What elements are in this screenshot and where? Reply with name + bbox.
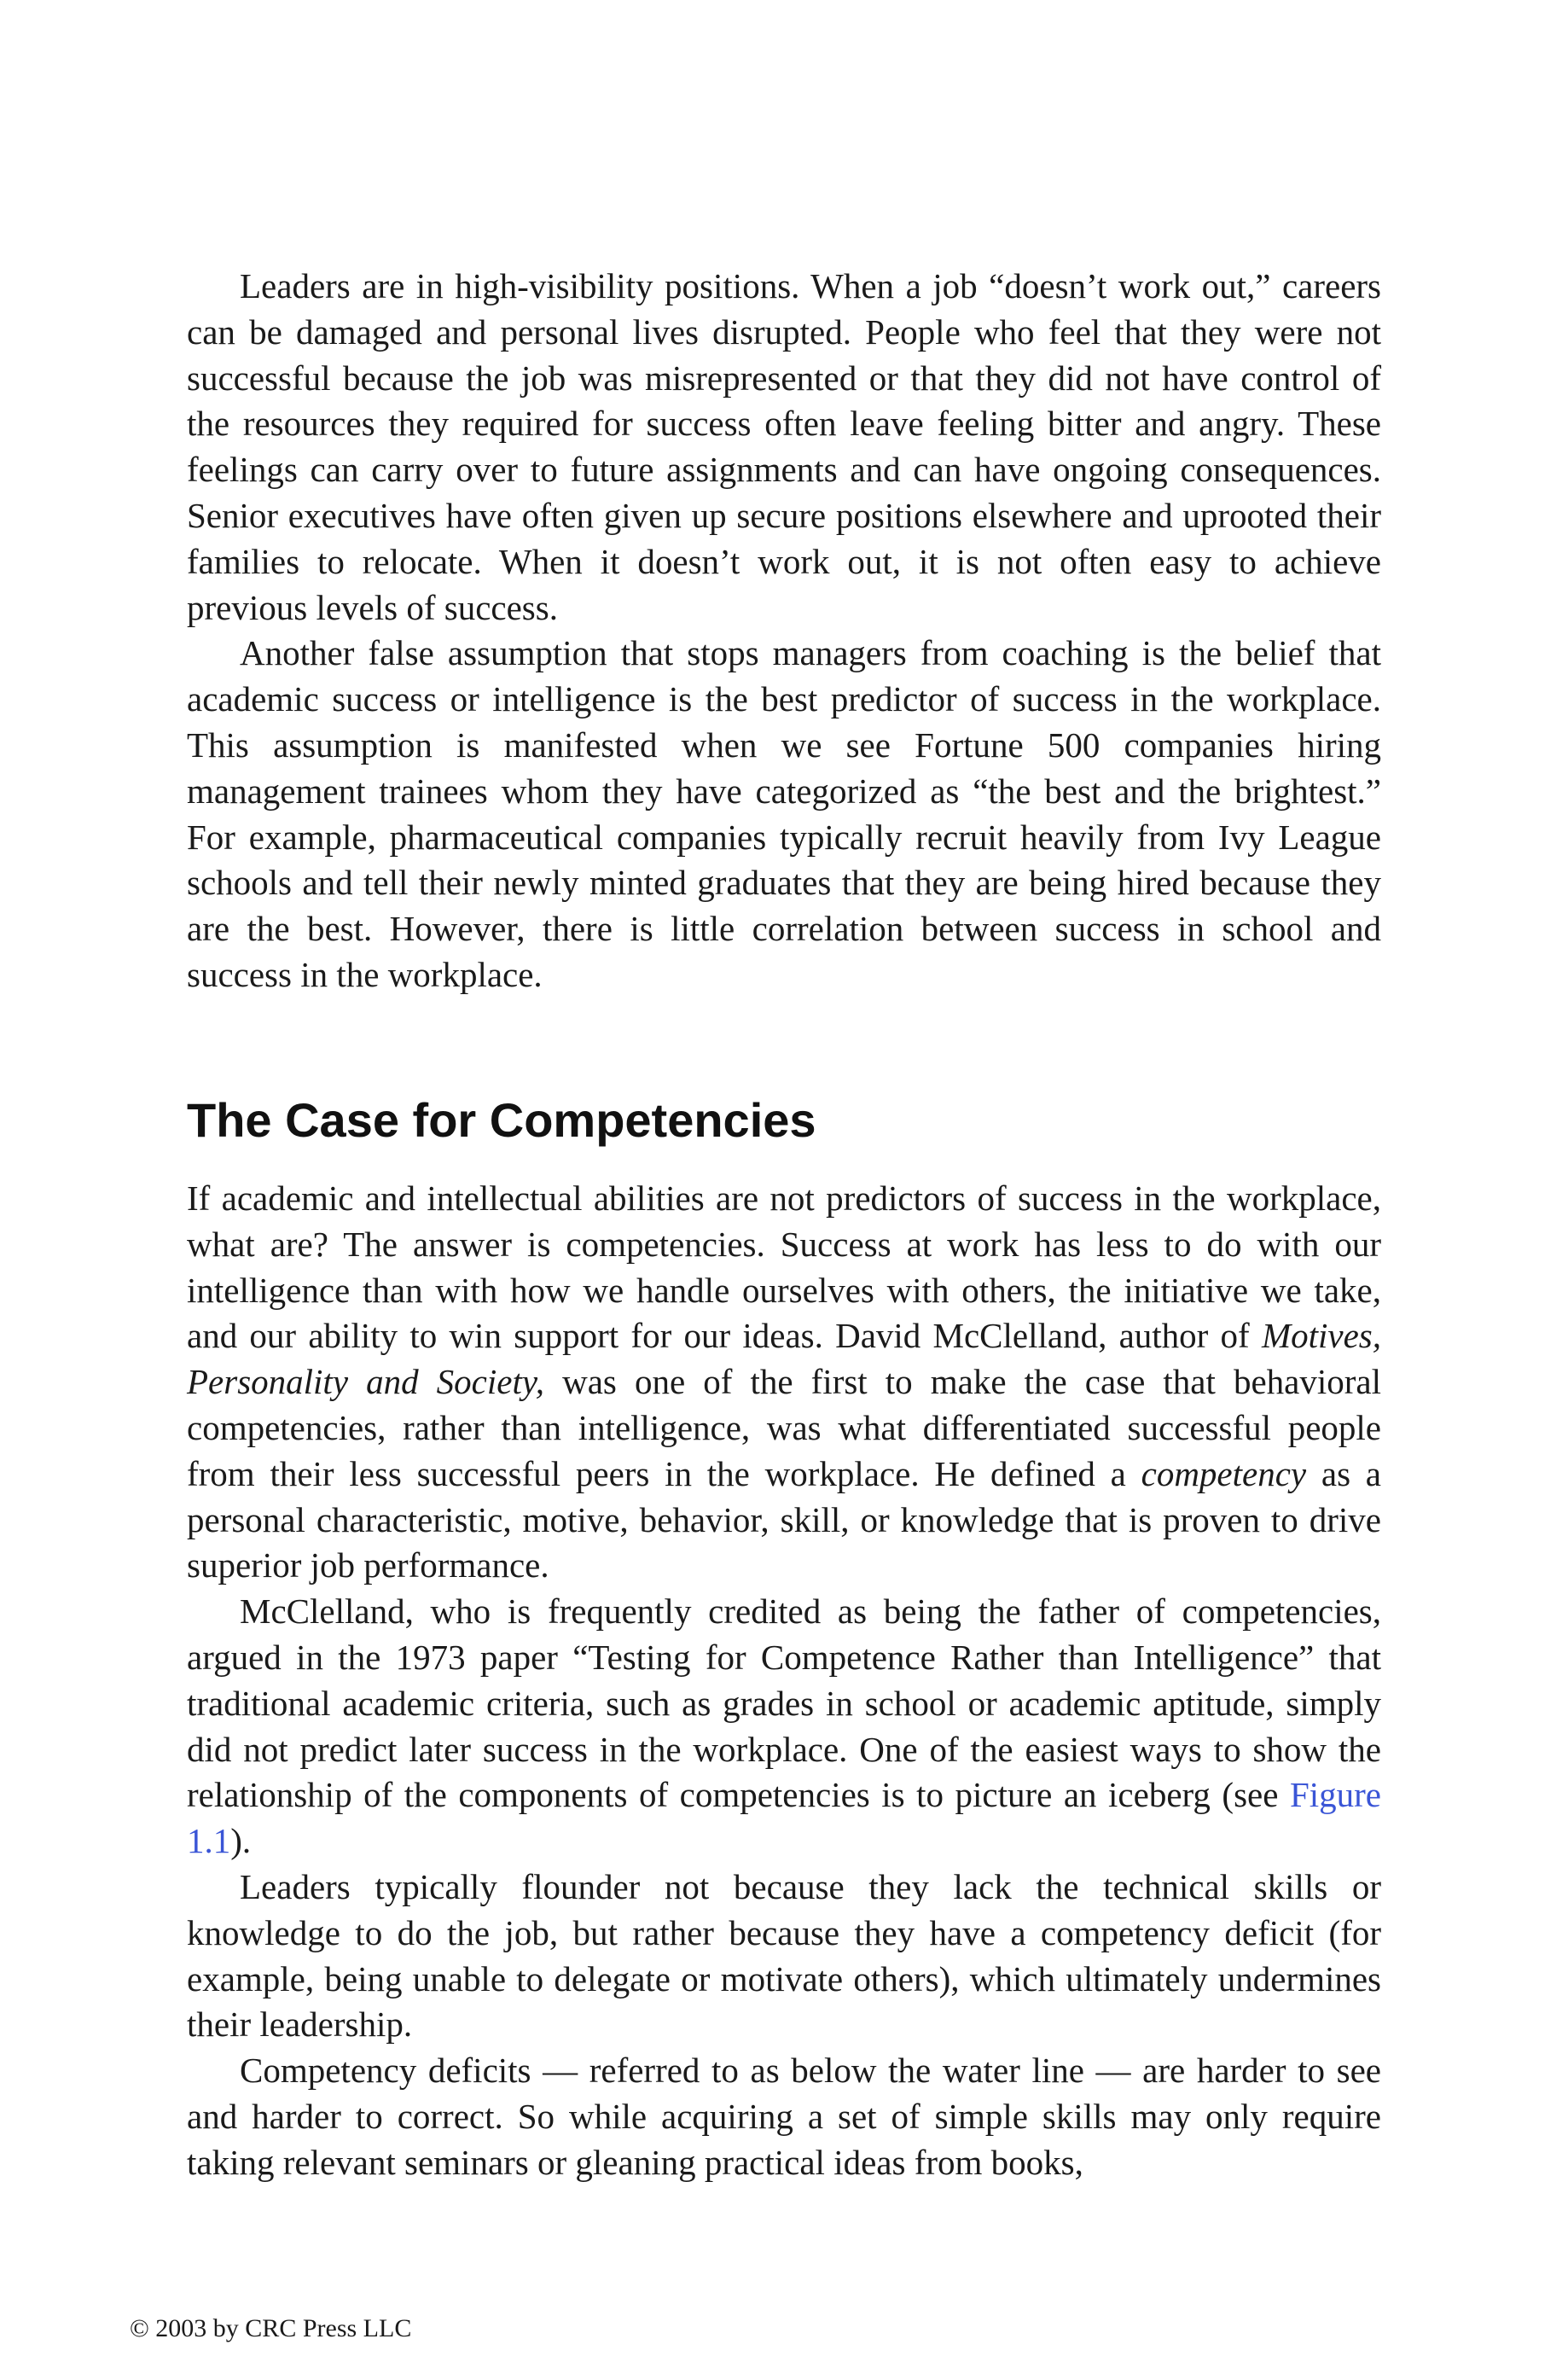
book-title: Motives, Personality and Society,	[187, 1316, 1381, 1402]
section-2-text	[187, 1176, 1381, 2186]
paragraph-text: was one of the first to make the case that behavioral competencies, rather than intelligence, was what differentiated successful people from their less successful peers in the workplace. He defined a	[187, 1362, 1381, 1493]
section-1-text	[187, 264, 1381, 998]
paragraph-text: McClelland, who is frequently credited as being the father of competencies, argued in the 1973 paper “Testing for Competence Rather than Intelligence” that traditional academic criteria, such as grades in school or academic aptitude, simply did not predict later success in the workplace. One of the easiest ways to show the relationship of the components of competencies is to picture an iceberg (see	[187, 1591, 1381, 1815]
paragraph-text: ).	[230, 1821, 252, 1861]
paragraph-competency-deficits: Competency deficits — referred to as below the water line — are harder to see and harder to correct. So while acquiring a set of simple skills may only require taking relevant seminars or gleaning practical ideas from books,	[187, 2051, 1381, 2182]
paragraph-case-for-competencies	[187, 1176, 1381, 1589]
paragraph-text: as a personal characteristic, motive, behavior, skill, or knowledge that is proven to drive superior job performance.	[187, 1453, 1381, 1585]
term-competency: competency	[1141, 1453, 1307, 1493]
copyright-footer: © 2003 by CRC Press LLC	[130, 2314, 412, 2342]
figure-1-1-link[interactable]: Figure 1.1	[187, 1775, 1381, 1861]
paragraph-text: If academic and intellectual abilities are not predictors of success in the workplace, what are? The answer is competencies. Success at work has less to do with our intelligence than with how we handle ourselves with others, the initiative we take, and our ability to win support for our ideas. David McClelland, author of	[187, 1178, 1381, 1356]
paragraph-false-assumption: Another false assumption that stops managers from coaching is the belief that academic success or intelligence is the best predictor of success in the workplace. This assumption is manifested when we see Fortune 500 companies hiring management trainees whom they have categorized as “the best and the brightest.” For example, pharmaceutical companies typically recruit heavily from Ivy League schools and tell their newly minted graduates that they are being hired because they are the best. However, there is little correlation between success in school and success in the workplace.	[187, 633, 1381, 994]
paragraph-leaders-flounder: Leaders typically flounder not because they lack the technical skills or knowledge to do the job, but rather because they have a competency deficit (for example, being unable to delegate or motivate others), which ultimately undermines their leadership.	[187, 1866, 1381, 2045]
paragraph-high-visibility: Leaders are in high-visibility positions. When a job “doesn’t work out,” careers can be damaged and personal lives disrupted. People who feel that they were not successful because the job was misrepresented or that they did not have control of the resources they required for success often leave feeling bitter and angry. These feelings can carry over to future assignments and can have ongoing consequences. Senior executives have often given up secure positions elsewhere and uprooted their families to relocate. When it doesn’t work out, it is not often easy to achieve previous levels of success.	[187, 266, 1381, 627]
paragraph-mcclelland	[187, 1589, 1381, 1865]
section-heading: The Case for Competencies	[187, 1093, 816, 1147]
